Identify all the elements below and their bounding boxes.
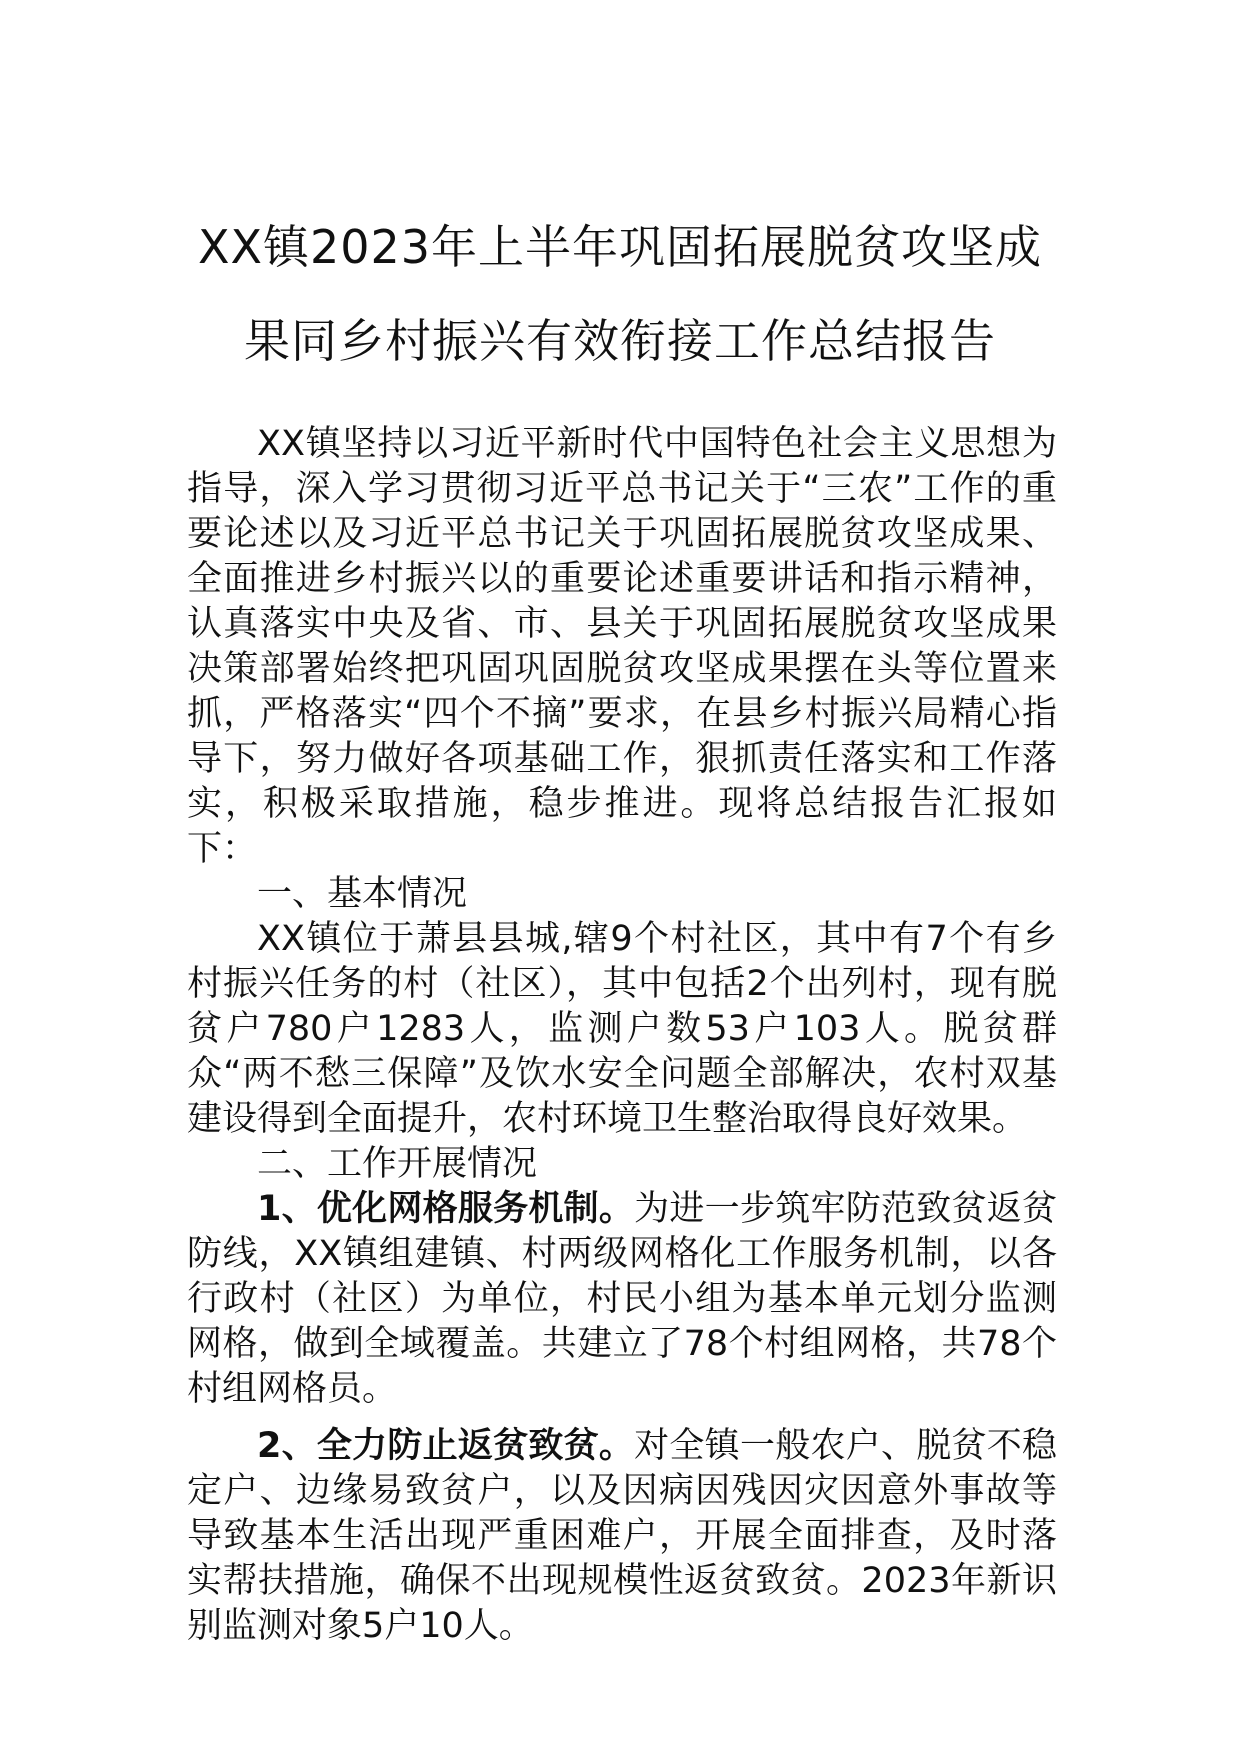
work-item-1 bbox=[187, 1187, 1057, 1412]
title-line-2: 果同乡村振兴有效衔接工作总结报告 bbox=[244, 314, 996, 368]
work-item-2-lead: 2、全力防止返贫致贫。 bbox=[257, 1426, 635, 1466]
basic-situation-paragraph: XX镇位于萧县县城,辖9个村社区，其中有7个有乡村振兴任务的村（社区），其中包括2个出列村，现有脱贫户780户1283人，监测户数53户103人。脱贫群众“两不愁三保障”及饮水安全问题全部解决，农村双基建设得到全面提升，农村环境卫生整治取得良好效果。 bbox=[187, 919, 1057, 1139]
title-line-1: XX镇2023年上半年巩固拓展脱贫攻坚成 bbox=[197, 220, 1043, 274]
work-item-2 bbox=[187, 1424, 1057, 1649]
work-item-1-lead: 1、优化网格服务机制。 bbox=[257, 1189, 635, 1229]
document-body bbox=[187, 422, 1057, 1649]
intro-paragraph: XX镇坚持以习近平新时代中国特色社会主义思想为指导，深入学习贯彻习近平总书记关于“三农”工作的重要论述以及习近平总书记关于巩固拓展脱贫攻坚成果、全面推进乡村振兴以的重要论述重要讲话和指示精神，认真落实中央及省、市、县关于巩固拓展脱贫攻坚成果决策部署始终把巩固巩固脱贫攻坚成果摆在头等位置来抓，严格落实“四个不摘”要求，在县乡村振兴局精心指导下，努力做好各项基础工作，狠抓责任落实和工作落实，积极采取措施，稳步推进。现将总结报告汇报如下： bbox=[187, 424, 1057, 869]
document-title bbox=[150, 200, 1090, 388]
section-heading-work: 二、工作开展情况 bbox=[257, 1144, 538, 1184]
work-item-2-text: 对全镇一般农户、脱贫不稳定户、边缘易致贫户，以及因病因残因灾因意外事故等导致基本生活出现严重困难户，开展全面排查，及时落实帮扶措施，确保不出现规模性返贫致贫。2023年新识别监测对象5户10人。 bbox=[187, 1426, 1057, 1646]
section-heading-basic: 一、基本情况 bbox=[257, 874, 468, 914]
work-item-1-text: 为进一步筑牢防范致贫返贫防线，XX镇组建镇、村两级网格化工作服务机制，以各行政村（社区）为单位，村民小组为基本单元划分监测网格，做到全域覆盖。共建立了78个村组网格，共78个村组网格员。 bbox=[187, 1189, 1057, 1409]
